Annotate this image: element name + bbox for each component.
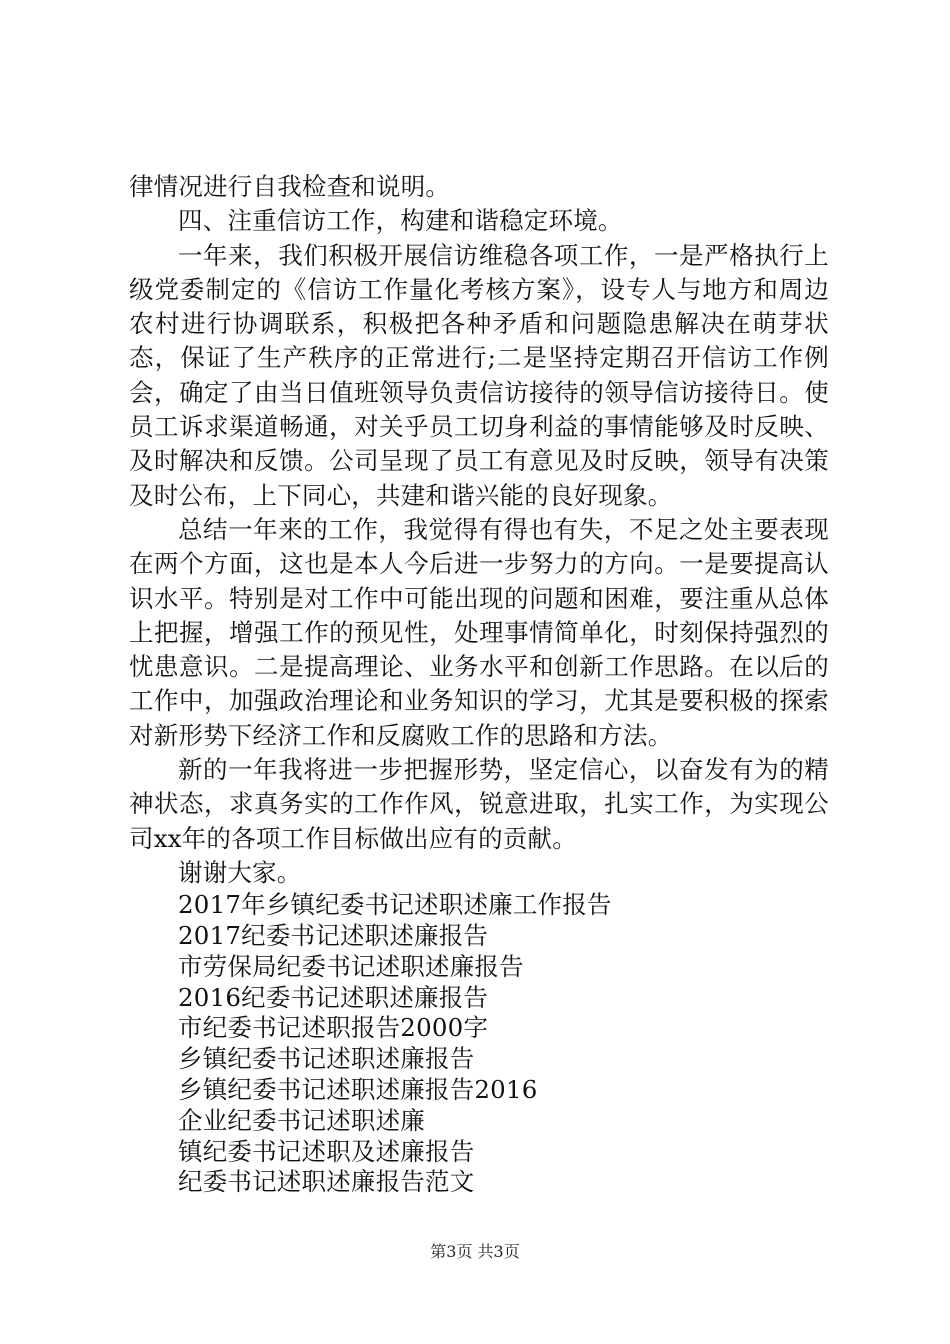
list-item: 2017年乡镇纪委书记述职述廉工作报告 <box>178 890 612 920</box>
paragraph-petition-work: 一年来，我们积极开展信访维稳各项工作，一是严格执行上级党委制定的《信访工作量化考核方案》，设专人与地方和周边农村进行协调联系，积极把各种矛盾和问题隐患解决在萌芽状态，保证了生产秩序的正常进行;二是坚持定期召开信访工作例会，确定了由当日值班领导负责信访接待的领导信访接待日。使员工诉求渠道畅通，对关乎员工切身利益的事情能够及时反映、及时解决和反馈。公司呈现了员工有意见及时反映，领导有决策及时公布，上下同心，共建和谐兴能的良好现象。 <box>129 240 829 510</box>
paragraph-summary: 总结一年来的工作，我觉得有得也有失，不足之处主要表现在两个方面，这也是本人今后进一步努力的方向。一是要提高认识水平。特别是对工作中可能出现的问题和困难，要注重从总体上把握，增强工作的预见性，处理事情简单化，时刻保持强烈的忧患意识。二是提高理论、业务水平和创新工作思路。在以后的工作中，加强政治理论和业务知识的学习，尤其是要积极的探索对新形势下经济工作和反腐败工作的思路和方法。 <box>129 514 829 750</box>
related-titles-list <box>129 890 829 1198</box>
list-item: 乡镇纪委书记述职述廉报告2016 <box>178 1075 538 1105</box>
section-heading: 四、注重信访工作，构建和谐稳定环境。 <box>178 206 623 236</box>
list-item: 纪委书记述职述廉报告范文 <box>178 1167 475 1197</box>
list-item: 2016纪委书记述职述廉报告 <box>178 982 489 1012</box>
list-item: 企业纪委书记述职述廉 <box>178 1105 425 1135</box>
list-item: 镇纪委书记述职及述廉报告 <box>178 1136 475 1166</box>
list-item: 市纪委书记述职报告2000字 <box>178 1013 489 1043</box>
list-item: 市劳保局纪委书记述职述廉报告 <box>178 951 524 981</box>
document-body <box>129 170 829 1198</box>
list-item: 乡镇纪委书记述职述廉报告 <box>178 1044 475 1074</box>
closing-thanks: 谢谢大家。 <box>178 857 302 887</box>
page-number-footer: 第3页 共3页 <box>430 1242 520 1261</box>
paragraph-new-year: 新的一年我将进一步把握形势，坚定信心，以奋发有为的精神状态，求真务实的工作作风，锐意进取，扎实工作，为实现公司xx年的各项工作目标做出应有的贡献。 <box>129 755 829 853</box>
paragraph-continuation: 律情况进行自我检查和说明。 <box>129 172 451 201</box>
list-item: 2017纪委书记述职述廉报告 <box>178 921 489 951</box>
